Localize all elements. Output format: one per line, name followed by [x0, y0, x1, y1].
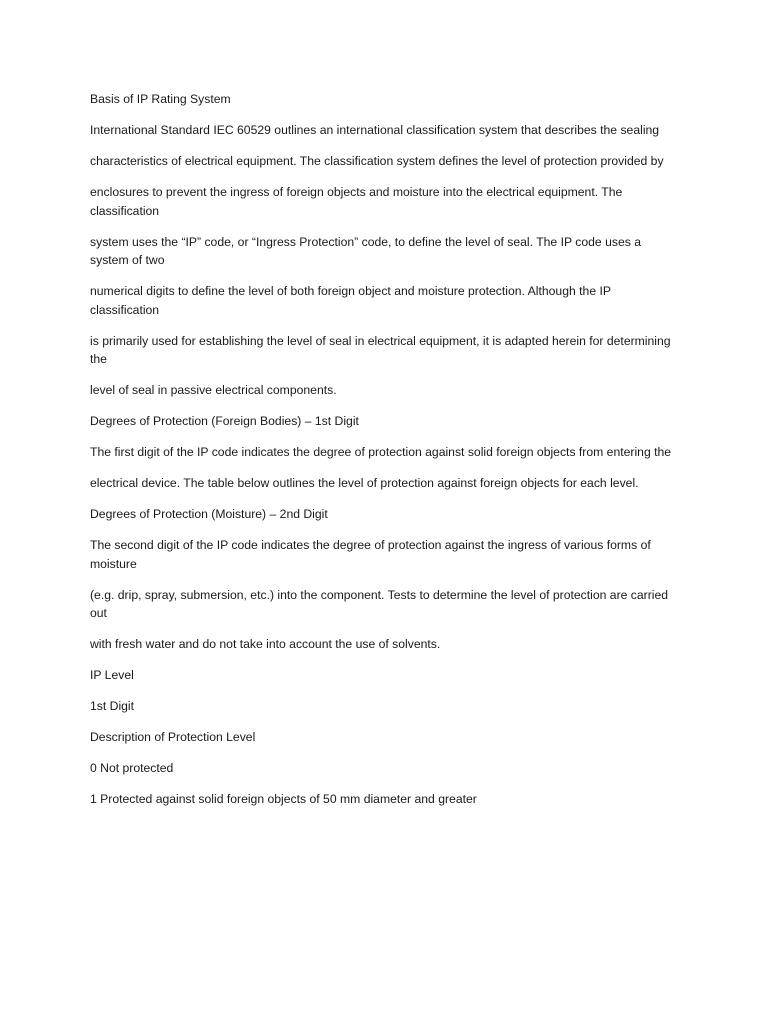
paragraph-second-digit: The second digit of the IP code indicates the degree of protection against the ingress of various forms of moisture [90, 538, 651, 571]
paragraph-enclosures: enclosures to prevent the ingress of foreign objects and moisture into the electrical equipment. The classification [90, 184, 623, 218]
paragraph-passive-components: level of seal in passive electrical components. [90, 383, 337, 398]
table-row-level-1: 1 Protected against solid foreign objects of 50 mm diameter and greater [90, 792, 477, 807]
heading-moisture: Degrees of Protection (Moisture) – 2nd Digit [90, 507, 328, 522]
document-body [90, 90, 682, 821]
table-row-level-0: 0 Not protected [90, 761, 174, 776]
table-header-first-digit: 1st Digit [90, 699, 135, 714]
table-header-ip-level: IP Level [90, 668, 134, 683]
paragraph-characteristics: characteristics of electrical equipment. The classification system defines the level of protection provided by [90, 153, 664, 168]
paragraph-primarily-used: is primarily used for establishing the level of seal in electrical equipment, it is adapted herein for determining the [90, 333, 671, 367]
paragraph-fresh-water: with fresh water and do not take into account the use of solvents. [90, 637, 441, 652]
paragraph-tests: (e.g. drip, spray, submersion, etc.) into the component. Tests to determine the level of protection are carried out [90, 587, 669, 621]
heading-foreign-bodies: Degrees of Protection (Foreign Bodies) – 1st Digit [90, 414, 359, 429]
paragraph-iec-intro: International Standard IEC 60529 outlines an international classification system that describes the sealing [90, 122, 660, 137]
document-title: Basis of IP Rating System [90, 92, 231, 106]
paragraph-numerical-digits: numerical digits to define the level of both foreign object and moisture protection. Although the IP classification [90, 284, 611, 317]
paragraph-first-digit: The first digit of the IP code indicates the degree of protection against solid foreign objects from entering the [90, 445, 672, 460]
paragraph-ip-code: system uses the “IP” code, or “Ingress Protection” code, to define the level of seal. The IP code uses a system of two [90, 234, 641, 268]
table-header-description: Description of Protection Level [90, 730, 256, 745]
paragraph-table-below: electrical device. The table below outlines the level of protection against foreign objects for each level. [90, 476, 639, 491]
